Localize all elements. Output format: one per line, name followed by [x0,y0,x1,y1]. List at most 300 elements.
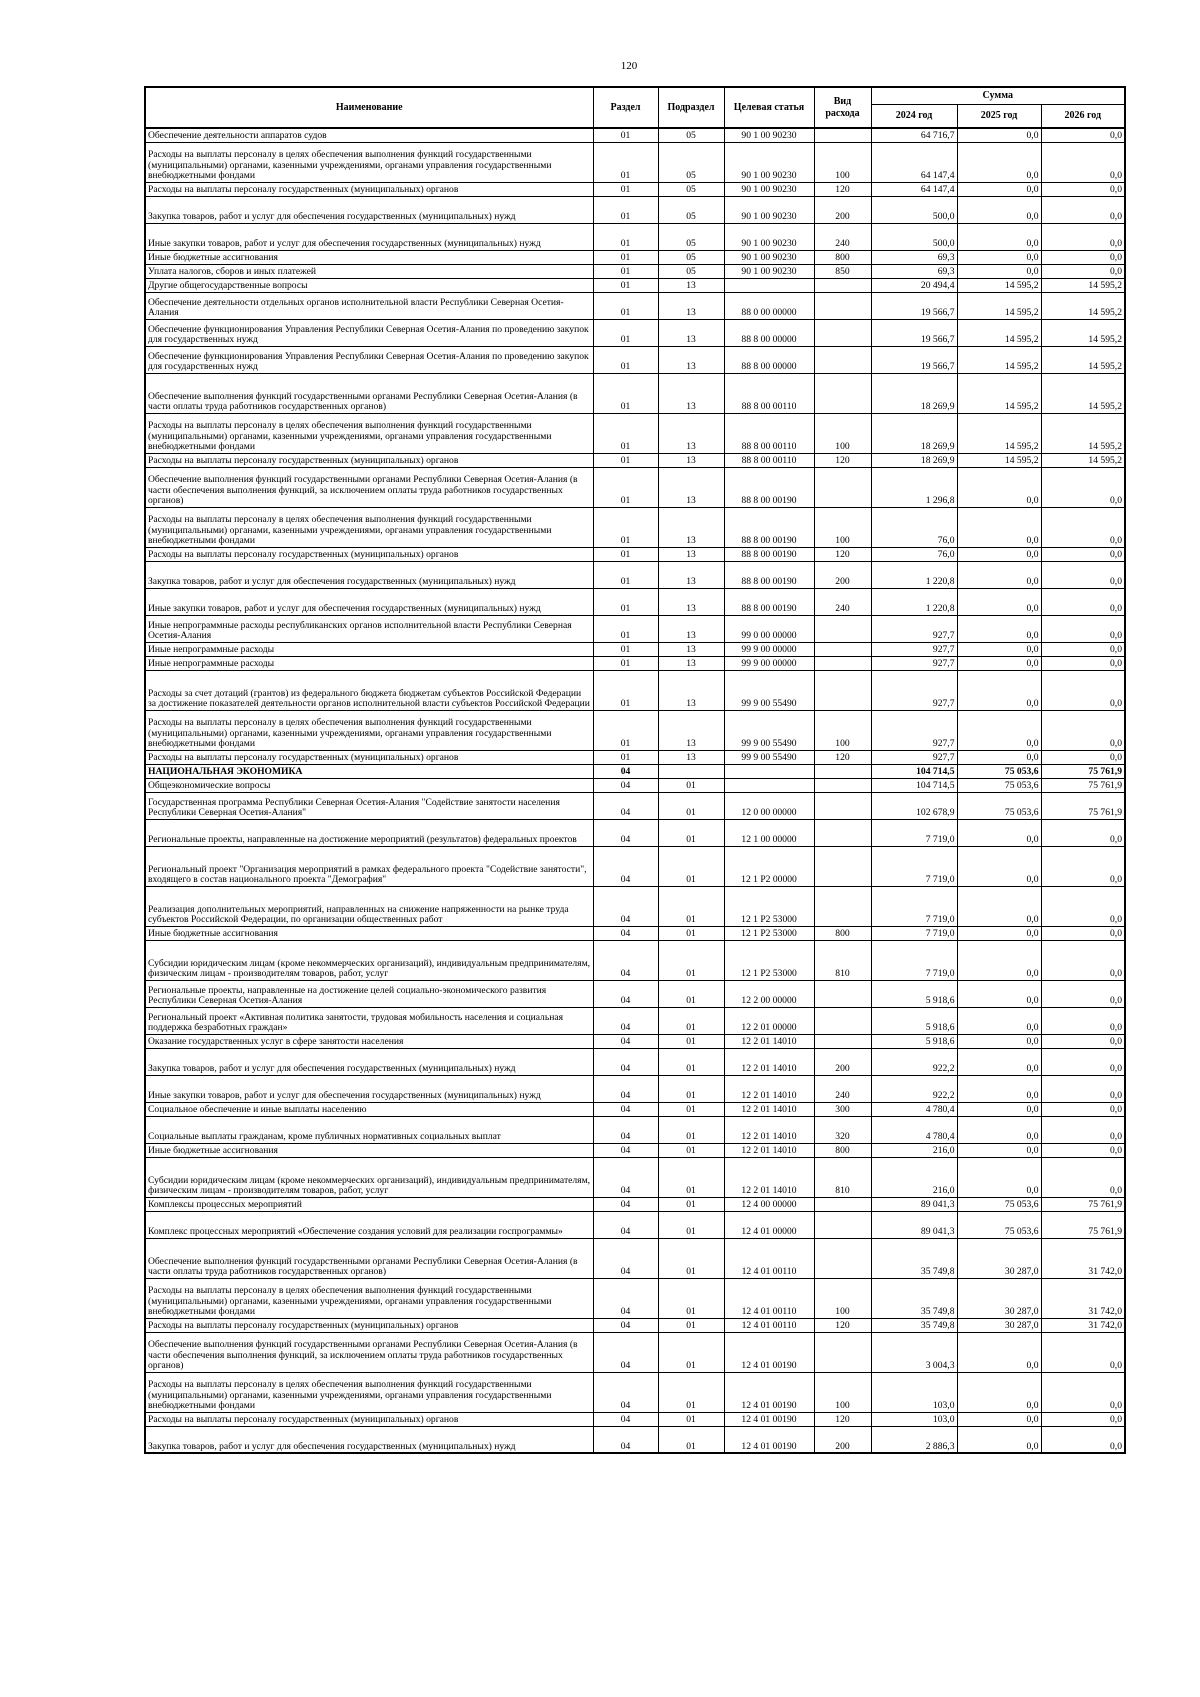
table-row [145,278,1125,292]
table-row [145,223,1125,250]
row-kind: 120 [814,453,871,467]
row-kind: 120 [814,1318,871,1332]
row-2024: 927,7 [871,615,957,642]
row-subsection: 01 [658,1157,724,1197]
table-row [145,413,1125,453]
row-2026: 0,0 [1041,846,1125,886]
row-2025: 0,0 [957,507,1041,547]
row-target: 12 4 01 00190 [724,1372,814,1412]
row-2025: 0,0 [957,182,1041,196]
row-name: Расходы на выплаты персоналу в целях обеспечения выполнения функций государственными (муниципальными) органами, казенными учреждениями, органами управления государственными внебюджетными фондами [145,1278,593,1318]
table-row [145,792,1125,819]
row-name: Обеспечение деятельности аппаратов судов [145,128,593,142]
row-target: 12 2 01 14010 [724,1034,814,1048]
row-kind: 200 [814,1426,871,1453]
table-row [145,940,1125,980]
row-section: 01 [593,292,658,319]
row-subsection: 13 [658,588,724,615]
table-row [145,453,1125,467]
row-subsection: 13 [658,413,724,453]
row-section: 04 [593,1007,658,1034]
row-subsection [658,764,724,778]
row-section: 04 [593,1426,658,1453]
row-2026: 75 761,9 [1041,778,1125,792]
row-kind: 200 [814,1048,871,1075]
table-row [145,1048,1125,1075]
row-2025: 75 053,6 [957,778,1041,792]
row-subsection: 01 [658,1007,724,1034]
row-2026: 0,0 [1041,750,1125,764]
row-name: Расходы на выплаты персоналу в целях обеспечения выполнения функций государственными (муниципальными) органами, казенными учреждениями, органами управления государственными внебюджетными фондами [145,413,593,453]
row-section: 04 [593,1102,658,1116]
row-subsection: 01 [658,1278,724,1318]
row-2024: 89 041,3 [871,1197,957,1211]
row-2025: 0,0 [957,750,1041,764]
row-kind: 320 [814,1116,871,1143]
row-kind [814,846,871,886]
row-kind: 100 [814,710,871,750]
row-target: 12 2 01 14010 [724,1075,814,1102]
row-target: 88 8 00 00000 [724,346,814,373]
row-2024: 927,7 [871,642,957,656]
row-2025: 0,0 [957,1075,1041,1102]
row-target: 12 4 00 00000 [724,1197,814,1211]
row-kind [814,980,871,1007]
row-2025: 0,0 [957,1048,1041,1075]
row-section: 04 [593,886,658,926]
table-row [145,1372,1125,1412]
row-kind: 120 [814,750,871,764]
row-target: 12 1 P2 53000 [724,940,814,980]
row-2024: 927,7 [871,710,957,750]
row-subsection: 05 [658,250,724,264]
row-section: 04 [593,1075,658,1102]
row-kind: 120 [814,1412,871,1426]
row-2025: 0,0 [957,1007,1041,1034]
row-subsection: 01 [658,1116,724,1143]
row-2024: 3 004,3 [871,1332,957,1372]
row-2025: 0,0 [957,1034,1041,1048]
row-2024: 4 780,4 [871,1116,957,1143]
row-2025: 75 053,6 [957,1197,1041,1211]
row-kind [814,778,871,792]
row-kind [814,292,871,319]
row-2026: 14 595,2 [1041,319,1125,346]
row-name: Расходы на выплаты персоналу в целях обеспечения выполнения функций государственными (муниципальными) органами, казенными учреждениями, органами управления государственными внебюджетными фондами [145,710,593,750]
row-subsection: 05 [658,182,724,196]
row-section: 04 [593,1372,658,1412]
row-name: Социальные выплаты гражданам, кроме публичных нормативных социальных выплат [145,1116,593,1143]
row-kind [814,467,871,507]
row-2026: 0,0 [1041,182,1125,196]
row-name: Обеспечение функционирования Управления Республики Северная Осетия-Алания по проведению закупок для государственных нужд [145,346,593,373]
row-2026: 0,0 [1041,223,1125,250]
row-name: Региональные проекты, направленные на достижение целей социально-экономического развития Республики Северная Осетия-Алания [145,980,593,1007]
row-section: 04 [593,764,658,778]
row-2026: 0,0 [1041,1426,1125,1453]
row-2024: 7 719,0 [871,926,957,940]
row-target: 12 2 01 14010 [724,1048,814,1075]
row-2024: 35 749,8 [871,1278,957,1318]
row-2024: 5 918,6 [871,1007,957,1034]
row-section: 04 [593,1143,658,1157]
row-subsection: 01 [658,940,724,980]
row-kind [814,128,871,142]
row-2026: 0,0 [1041,670,1125,710]
row-kind: 800 [814,1143,871,1157]
row-2024: 7 719,0 [871,846,957,886]
row-section: 01 [593,319,658,346]
table-row [145,846,1125,886]
row-2025: 14 595,2 [957,373,1041,413]
table-row [145,656,1125,670]
row-2026: 0,0 [1041,1372,1125,1412]
row-subsection: 13 [658,615,724,642]
row-subsection: 13 [658,453,724,467]
row-subsection: 01 [658,1197,724,1211]
row-2025: 0,0 [957,196,1041,223]
row-2025: 75 053,6 [957,792,1041,819]
row-subsection: 13 [658,561,724,588]
row-2024: 102 678,9 [871,792,957,819]
row-kind [814,1034,871,1048]
row-kind: 100 [814,142,871,182]
row-name: Обеспечение выполнения функций государственными органами Республики Северная Осетия-Алания (в части оплаты труда работников государственных органов) [145,1238,593,1278]
row-subsection: 01 [658,778,724,792]
row-subsection: 01 [658,1412,724,1426]
row-name: Обеспечение выполнения функций государственными органами Республики Северная Осетия-Алания (в части обеспечения выполнения функций, за исключением оплаты труда работников государственных органов) [145,467,593,507]
row-name: Социальное обеспечение и иные выплаты населению [145,1102,593,1116]
row-2026: 14 595,2 [1041,373,1125,413]
row-name: Расходы за счет дотаций (грантов) из федерального бюджета бюджетам субъектов Российской Федерации за достижение показателей деятельности органов исполнительной власти субъектов Российской Федерации [145,670,593,710]
row-kind: 810 [814,1157,871,1197]
row-target: 90 1 00 90230 [724,128,814,142]
table-row [145,1143,1125,1157]
row-section: 01 [593,710,658,750]
row-name: Комплексы процессных мероприятий [145,1197,593,1211]
header-name: Наименование [145,87,593,128]
row-target: 12 4 01 00190 [724,1412,814,1426]
row-subsection: 13 [658,670,724,710]
row-2025: 0,0 [957,656,1041,670]
row-2025: 0,0 [957,142,1041,182]
row-kind [814,642,871,656]
row-2026: 0,0 [1041,128,1125,142]
row-2025: 0,0 [957,547,1041,561]
row-2024: 104 714,5 [871,764,957,778]
row-kind: 120 [814,547,871,561]
row-target: 12 2 01 14010 [724,1143,814,1157]
table-row [145,142,1125,182]
row-2024: 922,2 [871,1075,957,1102]
row-section: 04 [593,846,658,886]
row-name: Расходы на выплаты персоналу в целях обеспечения выполнения функций государственными (муниципальными) органами, казенными учреждениями, органами управления государственными внебюджетными фондами [145,507,593,547]
row-2024: 18 269,9 [871,373,957,413]
table-row [145,292,1125,319]
row-section: 04 [593,1211,658,1238]
row-kind: 100 [814,413,871,453]
row-section: 04 [593,1034,658,1048]
row-subsection: 13 [658,710,724,750]
row-2024: 216,0 [871,1157,957,1197]
row-subsection: 01 [658,1075,724,1102]
row-2025: 0,0 [957,1157,1041,1197]
row-subsection: 01 [658,1318,724,1332]
row-section: 04 [593,819,658,846]
row-section: 04 [593,1157,658,1197]
row-section: 01 [593,196,658,223]
row-subsection: 05 [658,142,724,182]
row-2024: 103,0 [871,1372,957,1412]
row-section: 01 [593,373,658,413]
row-2024: 1 296,8 [871,467,957,507]
row-name: Иные бюджетные ассигнования [145,1143,593,1157]
row-subsection: 13 [658,292,724,319]
row-name: Расходы на выплаты персоналу государственных (муниципальных) органов [145,1318,593,1332]
row-name: Оказание государственных услуг в сфере занятости населения [145,1034,593,1048]
row-subsection: 01 [658,1211,724,1238]
row-section: 01 [593,507,658,547]
row-section: 04 [593,1412,658,1426]
row-kind: 200 [814,561,871,588]
row-subsection: 13 [658,547,724,561]
row-2025: 0,0 [957,128,1041,142]
row-kind: 100 [814,1372,871,1412]
row-name: Иные непрограммные расходы республиканских органов исполнительной власти Республики Северная Осетия-Алания [145,615,593,642]
row-name: Иные закупки товаров, работ и услуг для обеспечения государственных (муниципальных) нужд [145,588,593,615]
row-2025: 0,0 [957,886,1041,926]
row-2024: 5 918,6 [871,1034,957,1048]
row-2026: 31 742,0 [1041,1278,1125,1318]
row-section: 01 [593,588,658,615]
row-name: Комплекс процессных мероприятий «Обеспечение создания условий для реализации госпрограммы» [145,1211,593,1238]
row-kind [814,1007,871,1034]
row-subsection: 05 [658,264,724,278]
row-name: Иные закупки товаров, работ и услуг для обеспечения государственных (муниципальных) нужд [145,223,593,250]
row-kind: 240 [814,588,871,615]
row-kind: 810 [814,940,871,980]
row-name: Расходы на выплаты персоналу в целях обеспечения выполнения функций государственными (муниципальными) органами, казенными учреждениями, органами управления государственными внебюджетными фондами [145,1372,593,1412]
row-2025: 30 287,0 [957,1318,1041,1332]
row-2025: 14 595,2 [957,346,1041,373]
row-kind [814,656,871,670]
row-subsection: 01 [658,819,724,846]
row-kind [814,819,871,846]
row-target: 90 1 00 90230 [724,223,814,250]
row-subsection: 01 [658,846,724,886]
row-kind [814,319,871,346]
row-section: 04 [593,1318,658,1332]
row-2024: 20 494,4 [871,278,957,292]
row-name: Обеспечение выполнения функций государственными органами Республики Северная Осетия-Алания (в части обеспечения выполнения функций, за исключением оплаты труда работников государственных органов) [145,1332,593,1372]
row-2025: 75 053,6 [957,1211,1041,1238]
row-target [724,764,814,778]
row-target: 12 4 01 00110 [724,1238,814,1278]
row-name: Субсидии юридическим лицам (кроме некоммерческих организаций), индивидуальным предпринимателям, физическим лицам - производителям товаров, работ, услуг [145,940,593,980]
row-subsection: 13 [658,319,724,346]
row-kind [814,615,871,642]
table-row [145,346,1125,373]
row-subsection: 13 [658,278,724,292]
table-row [145,319,1125,346]
row-name: Расходы на выплаты персоналу государственных (муниципальных) органов [145,453,593,467]
row-2025: 0,0 [957,561,1041,588]
row-2025: 0,0 [957,223,1041,250]
row-kind [814,1211,871,1238]
row-name: Иные закупки товаров, работ и услуг для обеспечения государственных (муниципальных) нужд [145,1075,593,1102]
row-name: Расходы на выплаты персоналу государственных (муниципальных) органов [145,182,593,196]
row-target: 12 2 00 00000 [724,980,814,1007]
row-kind [814,1238,871,1278]
row-2024: 104 714,5 [871,778,957,792]
row-kind: 240 [814,1075,871,1102]
row-section: 01 [593,346,658,373]
row-2026: 0,0 [1041,656,1125,670]
table-row [145,1116,1125,1143]
row-kind [814,1197,871,1211]
row-target: 12 2 01 14010 [724,1102,814,1116]
row-kind [814,792,871,819]
row-kind: 100 [814,507,871,547]
row-2026: 0,0 [1041,710,1125,750]
header-2024: 2024 год [871,104,957,128]
row-2024: 76,0 [871,547,957,561]
row-subsection: 01 [658,1102,724,1116]
row-subsection: 01 [658,926,724,940]
row-name: Расходы на выплаты персоналу государственных (муниципальных) органов [145,750,593,764]
table-row [145,1034,1125,1048]
table-row [145,507,1125,547]
row-2024: 19 566,7 [871,292,957,319]
row-2026: 0,0 [1041,507,1125,547]
row-target: 12 4 01 00190 [724,1426,814,1453]
row-2025: 30 287,0 [957,1278,1041,1318]
row-2025: 0,0 [957,588,1041,615]
row-name: Региональные проекты, направленные на достижение мероприятий (результатов) федеральных проектов [145,819,593,846]
row-2026: 14 595,2 [1041,453,1125,467]
row-2025: 14 595,2 [957,319,1041,346]
row-section: 01 [593,278,658,292]
row-2026: 0,0 [1041,1034,1125,1048]
row-subsection: 05 [658,223,724,250]
table-row [145,182,1125,196]
row-2026: 0,0 [1041,142,1125,182]
row-2025: 0,0 [957,264,1041,278]
table-row [145,1426,1125,1453]
table-row [145,1332,1125,1372]
header-kind: Вид расхода [814,87,871,128]
row-section: 01 [593,561,658,588]
row-name: Региональный проект «Активная политика занятости, трудовая мобильность населения и социальная поддержка безработных граждан» [145,1007,593,1034]
row-name: Обеспечение функционирования Управления Республики Северная Осетия-Алания по проведению закупок для государственных нужд [145,319,593,346]
row-section: 01 [593,453,658,467]
row-subsection: 01 [658,980,724,1007]
row-target: 12 1 P2 00000 [724,846,814,886]
row-2025: 14 595,2 [957,278,1041,292]
row-2026: 0,0 [1041,1007,1125,1034]
row-target: 99 9 00 55490 [724,670,814,710]
header-2025: 2025 год [957,104,1041,128]
row-2025: 0,0 [957,642,1041,656]
row-kind [814,670,871,710]
row-kind: 120 [814,182,871,196]
row-section: 04 [593,1278,658,1318]
row-name: Закупка товаров, работ и услуг для обеспечения государственных (муниципальных) нужд [145,1048,593,1075]
table-row [145,926,1125,940]
table-row [145,1007,1125,1034]
row-name: Общеэкономические вопросы [145,778,593,792]
row-target: 12 4 01 00190 [724,1332,814,1372]
row-2024: 1 220,8 [871,561,957,588]
row-2026: 75 761,9 [1041,1211,1125,1238]
row-2026: 31 742,0 [1041,1238,1125,1278]
row-subsection: 13 [658,750,724,764]
row-section: 01 [593,264,658,278]
row-2024: 7 719,0 [871,819,957,846]
row-name: Закупка товаров, работ и услуг для обеспечения государственных (муниципальных) нужд [145,561,593,588]
row-target: 88 8 00 00190 [724,561,814,588]
row-2026: 0,0 [1041,196,1125,223]
row-name: Другие общегосударственные вопросы [145,278,593,292]
row-section: 01 [593,413,658,453]
row-2025: 0,0 [957,1143,1041,1157]
row-target [724,778,814,792]
row-name: Расходы на выплаты персоналу государственных (муниципальных) органов [145,1412,593,1426]
row-2024: 69,3 [871,264,957,278]
row-target: 88 0 00 00000 [724,292,814,319]
row-target: 90 1 00 90230 [724,250,814,264]
row-2026: 14 595,2 [1041,413,1125,453]
row-target: 88 8 00 00110 [724,453,814,467]
row-2026: 0,0 [1041,1102,1125,1116]
row-2026: 0,0 [1041,886,1125,926]
row-2025: 14 595,2 [957,292,1041,319]
row-2024: 19 566,7 [871,319,957,346]
table-body [145,128,1125,1453]
row-subsection: 13 [658,507,724,547]
row-name: Иные непрограммные расходы [145,642,593,656]
row-2024: 19 566,7 [871,346,957,373]
row-name: Государственная программа Республики Северная Осетия-Алания "Содействие занятости населения Республики Северная Осетия-Алания" [145,792,593,819]
row-section: 04 [593,778,658,792]
row-target: 99 0 00 00000 [724,615,814,642]
header-2026: 2026 год [1041,104,1125,128]
row-kind: 850 [814,264,871,278]
row-2025: 0,0 [957,926,1041,940]
table-row [145,250,1125,264]
row-name: Закупка товаров, работ и услуг для обеспечения государственных (муниципальных) нужд [145,1426,593,1453]
table-row [145,1412,1125,1426]
row-subsection: 01 [658,1372,724,1412]
row-2024: 76,0 [871,507,957,547]
row-section: 01 [593,128,658,142]
table-row [145,1157,1125,1197]
row-target: 88 8 00 00000 [724,319,814,346]
row-target: 88 8 00 00190 [724,588,814,615]
row-2026: 0,0 [1041,980,1125,1007]
row-2024: 7 719,0 [871,940,957,980]
row-2024: 18 269,9 [871,413,957,453]
row-subsection: 13 [658,373,724,413]
row-2026: 0,0 [1041,561,1125,588]
row-target: 90 1 00 90230 [724,142,814,182]
table-row [145,750,1125,764]
row-2024: 922,2 [871,1048,957,1075]
row-2026: 0,0 [1041,250,1125,264]
header-sum: Сумма [871,87,1125,104]
header-target: Целевая статья [724,87,814,128]
row-2024: 5 918,6 [871,980,957,1007]
